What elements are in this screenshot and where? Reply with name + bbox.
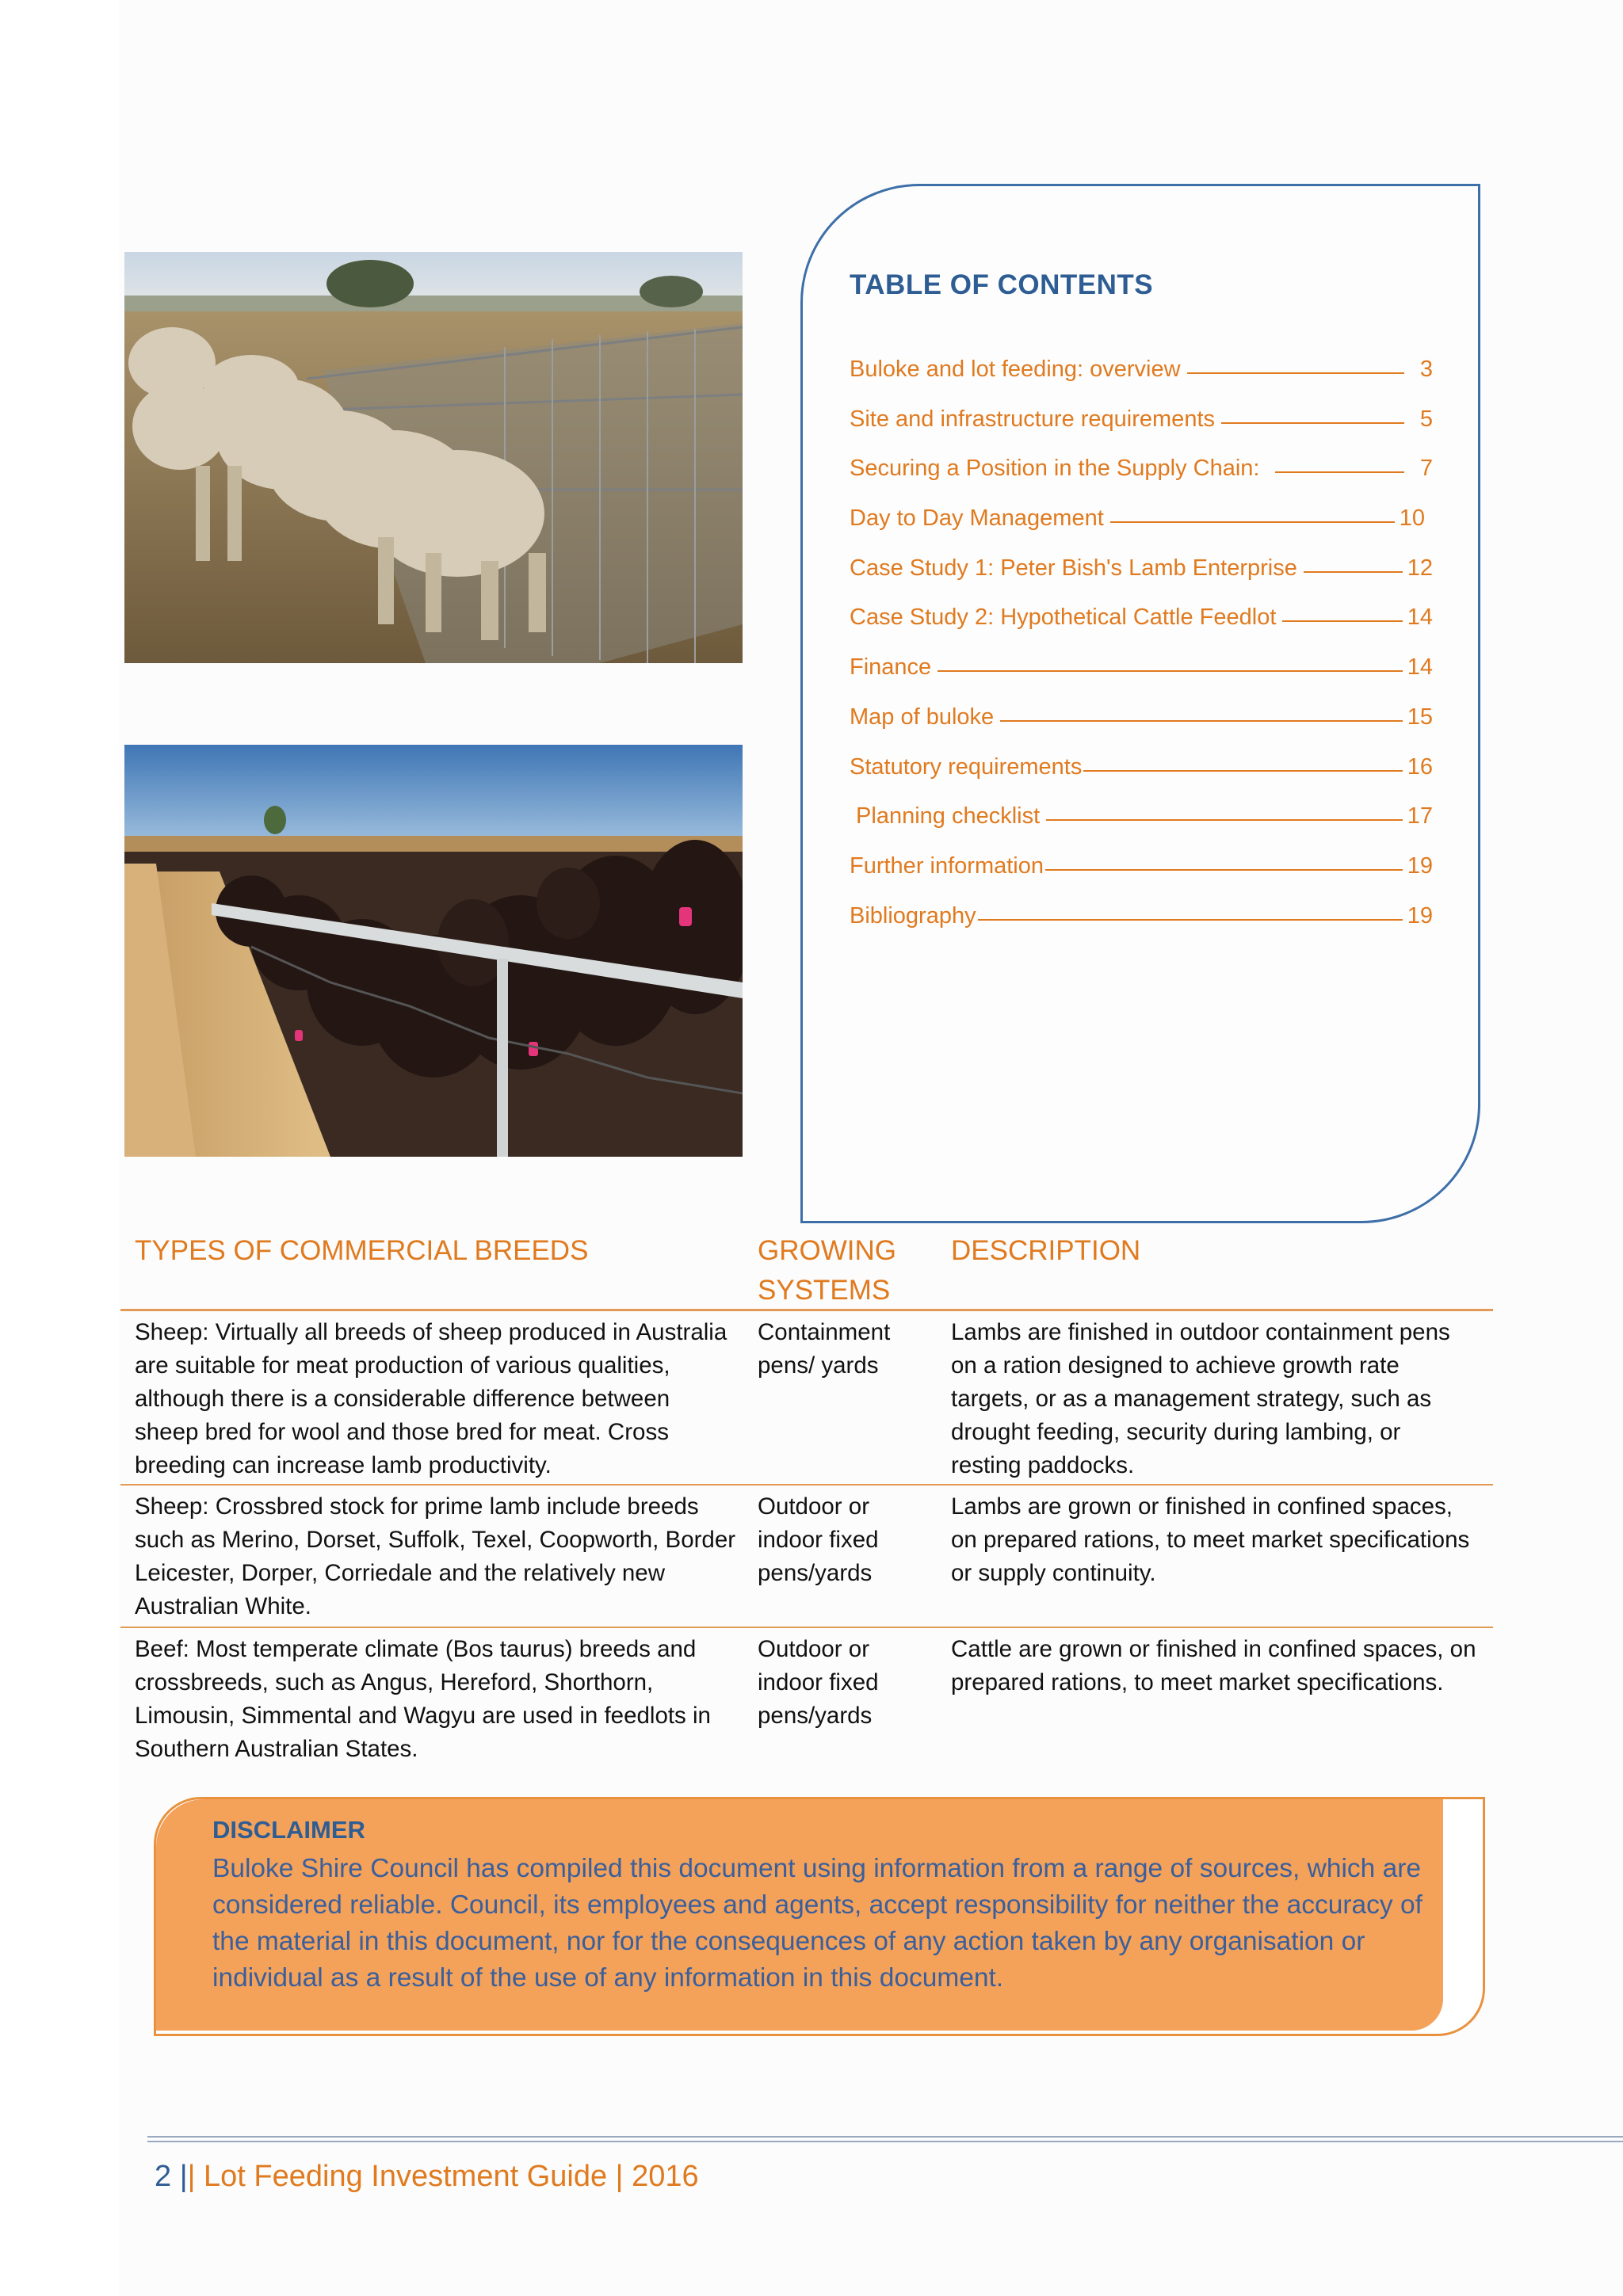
- table-row: [120, 1628, 1493, 1769]
- toc-item-overview[interactable]: [850, 357, 1433, 406]
- page-number: 2: [155, 2160, 172, 2193]
- toc-item-label: Site and infrastructure requirements: [850, 406, 1215, 432]
- breed-type-cell: Sheep: Virtually all breeds of sheep produced in Australia are suitable for meat production of various qualities, although there is a considerable difference between sheep bred for wool and those bred for meat. Cross breeding can increase lamb productivity.: [135, 1319, 727, 1478]
- toc-leader: [978, 919, 1403, 921]
- toc-item-further-information[interactable]: [850, 853, 1433, 903]
- footer-separator: |: [179, 2160, 188, 2193]
- toc-item-page: 14: [1407, 654, 1433, 681]
- toc-item-label: Day to Day Management: [850, 505, 1104, 532]
- toc-item-page: 3: [1419, 357, 1433, 382]
- header-growing-systems: GROWING SYSTEMS: [758, 1235, 896, 1306]
- commercial-breeds-table: [120, 1228, 1493, 1769]
- toc-leader: [1046, 819, 1403, 821]
- toc-item-site-infrastructure[interactable]: [850, 406, 1433, 456]
- toc-item-label: Further information: [850, 852, 1044, 879]
- toc-item-label: Map of buloke: [850, 704, 995, 730]
- breed-type-cell: Sheep: Crossbred stock for prime lamb include breeds such as Merino, Dorset, Suffolk, Texel, Coopworth, Border Leicester, Dorper, Corriedale and the relatively new Australian White.: [135, 1493, 736, 1619]
- toc-item-finance[interactable]: [850, 654, 1433, 704]
- toc-item-page: 12: [1407, 555, 1433, 581]
- footer-divider: [147, 2141, 1623, 2142]
- toc-leader: [1045, 869, 1403, 871]
- toc-item-page: 15: [1407, 704, 1433, 730]
- header-breed-types: TYPES OF COMMERCIAL BREEDS: [135, 1235, 589, 1266]
- sheep-feedlot-photo: [124, 252, 743, 663]
- cattle-feedlot-photo: [124, 745, 743, 1157]
- growing-system-cell: Outdoor or indoor fixed pens/yards: [758, 1636, 879, 1729]
- toc-item-case-study-2[interactable]: [850, 605, 1433, 654]
- table-row: [120, 1311, 1493, 1486]
- toc-item-label: Finance: [850, 654, 932, 681]
- toc-leader: [1275, 471, 1404, 473]
- toc-item-page: 19: [1407, 852, 1433, 879]
- toc-leader: [1083, 770, 1402, 772]
- growing-system-cell: Outdoor or indoor fixed pens/yards: [758, 1493, 879, 1586]
- breed-type-cell: Beef: Most temperate climate (Bos taurus) breeds and crossbreeds, such as Angus, Hereford, Shorthorn, Limousin, Simmental and Wagyu are used in feedlots in Southern Australian States.: [135, 1636, 711, 1762]
- toc-item-statutory[interactable]: [850, 754, 1433, 804]
- description-cell: Lambs are grown or finished in confined spaces, on prepared rations, to meet market specifications or supply continuity.: [951, 1493, 1470, 1586]
- toc-leader: [938, 670, 1403, 672]
- toc-item-page: 16: [1407, 753, 1433, 780]
- toc-item-page: 19: [1407, 902, 1433, 929]
- footer-separator: |: [187, 2160, 196, 2193]
- toc-item-label: Securing a Position in the Supply Chain:: [850, 456, 1260, 482]
- footer-divider: [147, 2136, 1623, 2138]
- document-title: Lot Feeding Investment Guide | 2016: [204, 2160, 699, 2193]
- toc-leader: [1187, 372, 1404, 374]
- toc-item-label: Case Study 2: Hypothetical Cattle Feedlot: [850, 605, 1277, 631]
- toc-item-day-to-day[interactable]: [850, 505, 1425, 555]
- toc-item-case-study-1[interactable]: [850, 555, 1433, 605]
- growing-system-cell: Containment pens/ yards: [758, 1319, 891, 1379]
- toc-item-page: 17: [1407, 803, 1433, 830]
- toc-item-planning-checklist[interactable]: [850, 803, 1433, 853]
- description-cell: Cattle are grown or finished in confined spaces, on prepared rations, to meet market specifications.: [951, 1636, 1476, 1695]
- toc-item-page: 10: [1399, 505, 1425, 532]
- header-description: DESCRIPTION: [951, 1235, 1141, 1266]
- toc-item-label: Buloke and lot feeding: overview: [850, 357, 1181, 382]
- description-cell: Lambs are finished in outdoor containment pens on a ration designed to achieve growth rate targets, or as a management strategy, such as drought feeding, security during lambing, or resting paddocks.: [951, 1319, 1450, 1478]
- toc-leader: [1110, 521, 1395, 523]
- toc-item-page: 14: [1407, 605, 1433, 631]
- toc-leader: [1221, 422, 1404, 424]
- toc-list: [850, 357, 1433, 952]
- toc-item-label: Statutory requirements: [850, 753, 1083, 780]
- table-row: [120, 1486, 1493, 1628]
- toc-leader: [1304, 571, 1403, 573]
- toc-leader: [1000, 720, 1403, 722]
- page-footer: [155, 2160, 699, 2194]
- toc-item-label: Case Study 1: Peter Bish's Lamb Enterprise: [850, 555, 1297, 581]
- toc-item-label: Planning checklist: [850, 803, 1041, 830]
- toc-item-map[interactable]: [850, 704, 1433, 754]
- toc-item-page: 5: [1419, 406, 1433, 432]
- table-header-row: [120, 1228, 1493, 1311]
- disclaimer-text: Buloke Shire Council has compiled this document using information from a range of sources, which are considered reliable. Council, its employees and agents, accept responsibility for neither the accuracy of the material in this document, nor for the consequences of any action taken by any organisation or individual as a result of the use of any information in this document.: [212, 1854, 1423, 1993]
- toc-item-bibliography[interactable]: [850, 903, 1433, 953]
- toc-item-page: 7: [1419, 456, 1433, 482]
- toc-item-supply-chain[interactable]: [850, 456, 1433, 505]
- disclaimer-title: DISCLAIMER: [212, 1816, 365, 1844]
- toc-title: TABLE OF CONTENTS: [850, 269, 1154, 300]
- toc-leader: [1282, 620, 1402, 622]
- toc-item-label: Bibliography: [850, 902, 976, 929]
